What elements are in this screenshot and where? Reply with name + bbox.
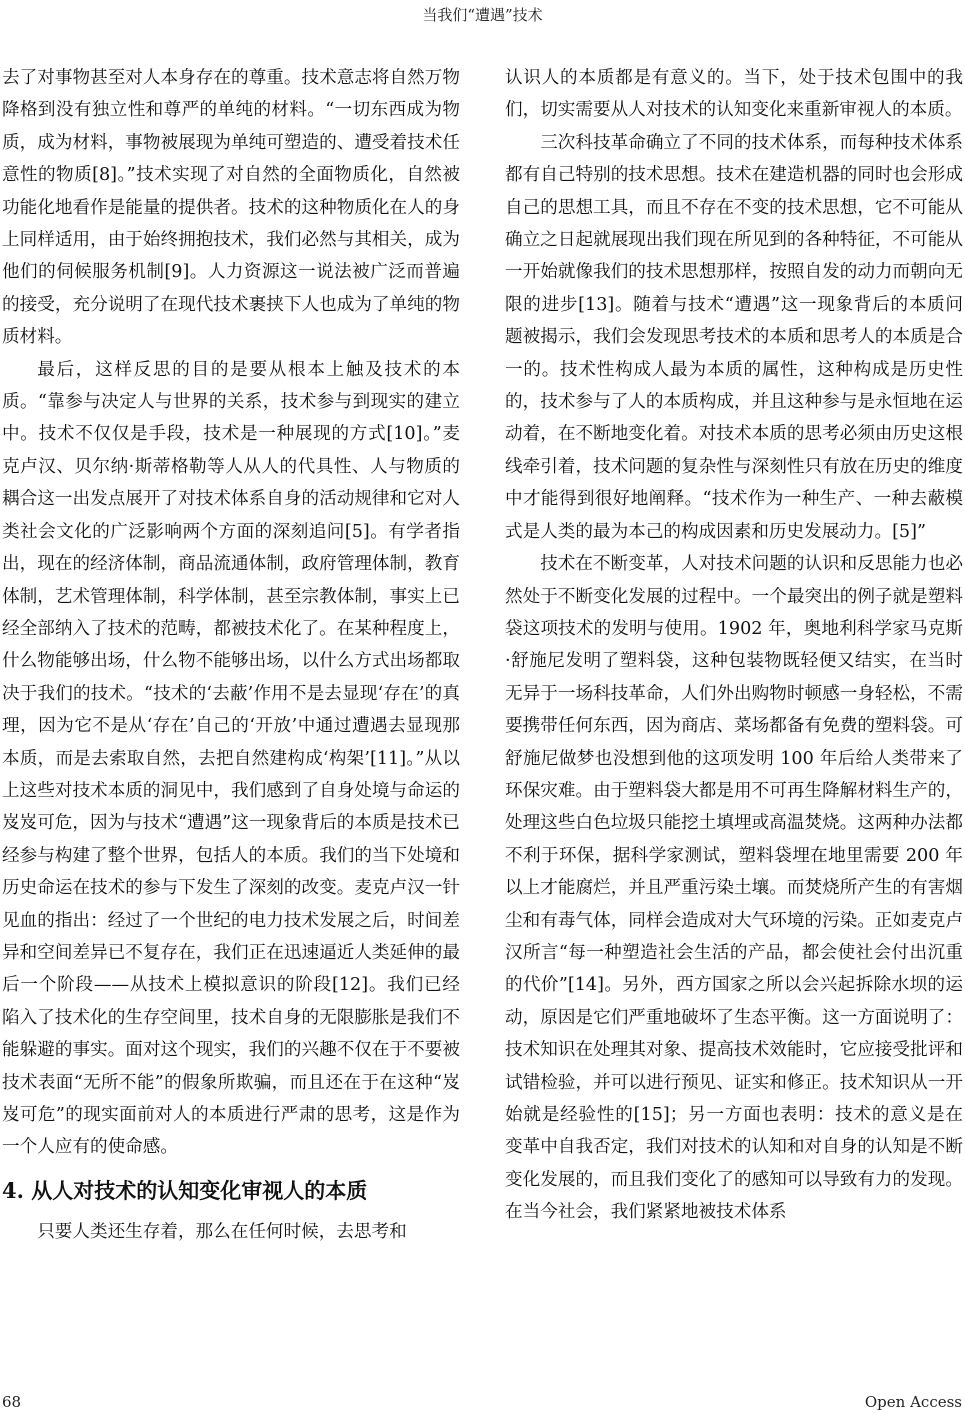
publisher-label: Open Access — [864, 1393, 962, 1411]
paragraph: 只要人类还生存着，那么在任何时候，去思考和 — [37, 1221, 407, 1242]
paragraph: 最后，这样反思的目的是要从根本上触及技术的本质。“靠参与决定人与世界的关系，技术参与到现实的建立中。技术不仅仅是手段，技术是一种展现的方式[10]。”麦克卢汉、贝尔纳·斯蒂格勒等人从人的代具性、人与物质的耦合这一出发点展开了对技术体系自身的活动规律和它对人类社会文化的广泛影响两个方面的深刻追问[5]。有学者指出，现在的经济体制，商品流通体制，政府管理体制，教育体制，艺术管理体制，科学体制，甚至宗教体制，事实上已经全部纳入了技术的范畴，都被技术化了。在某种程度上，什么物能够出场，什么物不能够出场，以什么方式出场都取决于我们的技术。“技术的‘去蔽’作用不是去显现‘存在’的真理，因为它不是从‘存在’自己的‘开放’中通过遭遇去显现那本质，而是去索取自然，去把自然建构成‘构架’[11]。”从以上这些对技术本质的洞见中，我们感到了自身处境与命运的岌岌可危，因为与技术“遭遇”这一现象背后的本质是技术已经参与构建了整个世界，包括人的本质。我们的当下处境和历史命运在技术的参与下发生了深刻的改变。麦克卢汉一针见血的指出：经过了一个世纪的电力技术发展之后，时间差异和空间差异已不复存在，我们正在迅速逼近人类延伸的最后一个阶段——从技术上模拟意识的阶段[12]。我们已经陷入了技术化的生存空间里，技术自身的无限膨胀是我们不能躲避的事实。面对这个现实，我们的兴趣不仅在于不要被技术表面“无所不能”的假象所欺骗，而且还在于在这种“岌岌可危”的现实面前对人的本质进行严肃的思考，这是作为一个人应有的使命感。 — [2, 359, 460, 1158]
section-heading: 4. 从人对技术的认知变化审视人的本质 — [2, 1177, 368, 1203]
page-number: 68 — [2, 1393, 22, 1411]
left-column — [2, 62, 460, 1248]
paragraph: 技术在不断变革，人对技术问题的认识和反思能力也必然处于不断变化发展的过程中。一个最突出的例子就是塑料袋这项技术的发明与使用。1902 年，奥地利科学家马克斯·舒施尼发明了塑料袋，这种包装物既轻便又结实，在当时无异于一场科技革命，人们外出购物时顿感一身轻松，不需要携带任何东西，因为商店、菜场都备有免费的塑料袋。可舒施尼做梦也没想到他的这项发明 100 年后给人类带来了环保灾难。由于塑料袋大都是用不可再生降解材料生产的，处理这些白色垃圾只能挖土填埋或高温焚烧。这两种办法都不利于环保，据科学家测试，塑料袋埋在地里需要 200 年以上才能腐烂，并且严重污染土壤。而焚烧所产生的有害烟尘和有毒气体，同样会造成对大气环境的污染。正如麦克卢汉所言“每一种塑造社会生活的产品，都会使社会付出沉重的代价”[14]。另外，西方国家之所以会兴起拆除水坝的运动，原因是它们严重地破坏了生态平衡。这一方面说明了：技术知识在处理其对象、提高技术效能时，它应接受批评和试错检验，并可以进行预见、证实和修正。技术知识从一开始就是经验性的[15]；另一方面也表明：技术的意义是在变革中自我否定，我们对技术的认知和对自身的认知是不断变化发展的，而且我们变化了的感知可以导致有力的发现。在当今社会，我们紧紧地被技术体系 — [505, 554, 963, 1223]
paragraph: 认识人的本质都是有意义的。当下，处于技术包围中的我们，切实需要从人对技术的认知变化来重新审视人的本质。 — [505, 68, 963, 121]
running-header: 当我们“遭遇”技术 — [422, 6, 543, 24]
paragraph: 去了对事物甚至对人本身存在的尊重。技术意志将自然万物降格到没有独立性和尊严的单纯的材料。“一切东西成为物质，成为材料，事物被展现为单纯可塑造的、遭受着技术任意性的物质[8]。”技术实现了对自然的全面物质化，自然被功能化地看作是能量的提供者。技术的这种物质化在人的身上同样适用，由于始终拥抱技术，我们必然与其相关，成为他们的伺候服务机制[9]。人力资源这一说法被广泛而普遍的接受，充分说明了在现代技术裹挟下人也成为了单纯的物质材料。 — [2, 68, 460, 348]
paragraph: 三次科技革命确立了不同的技术体系，而每种技术体系都有自己特别的技术思想。技术在建造机器的同时也会形成自己的思想工具，而且不存在不变的技术思想，它不可能从确立之日起就展现出我们现在所见到的各种特征，不可能从一开始就像我们的技术思想那样，按照自发的动力而朝向无限的进步[13]。随着与技术“遭遇”这一现象背后的本质问题被揭示，我们会发现思考技术的本质和思考人的本质是合一的。技术性构成人最为本质的属性，这种构成是历史性的，技术参与了人的本质构成，并且这种参与是永恒地在运动着，在不断地变化着。对技术本质的思考必须由历史这根线牵引着，技术问题的复杂性与深刻性只有放在历史的维度中才能得到很好地阐释。“技术作为一种生产、一种去蔽模式是人类的最为本己的构成因素和历史发展动力。[5]” — [505, 132, 963, 542]
right-column — [505, 62, 963, 1229]
